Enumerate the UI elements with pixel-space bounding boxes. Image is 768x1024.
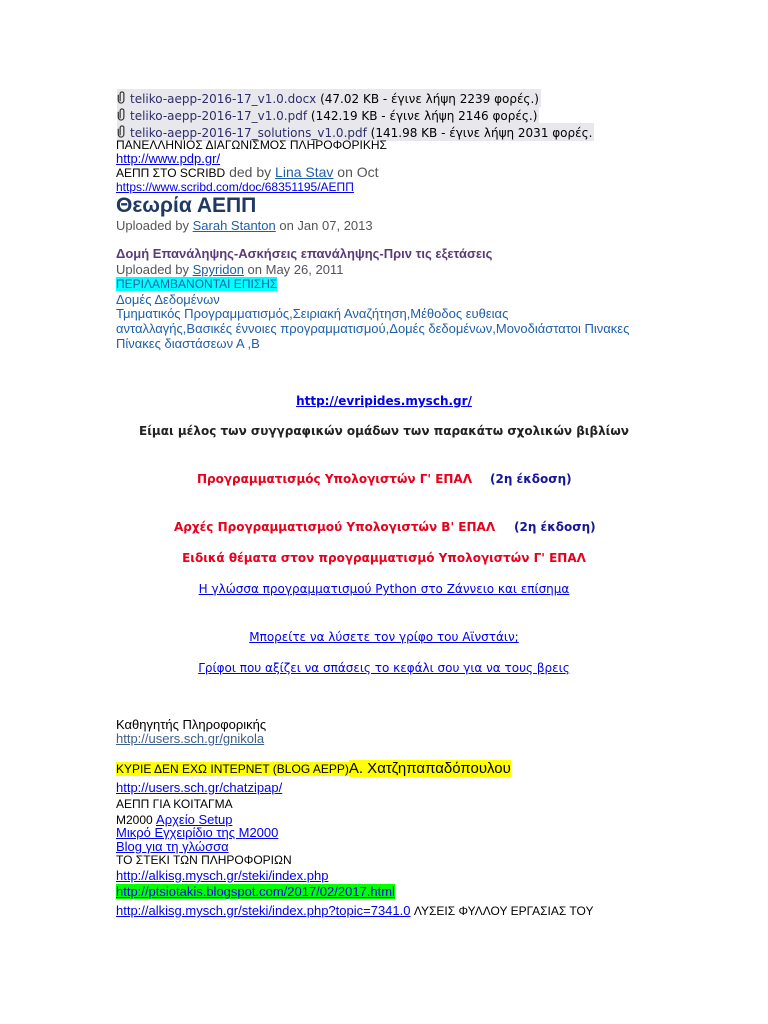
uploaded-by-label: Uploaded by	[116, 218, 193, 233]
teacher-url[interactable]: http://users.sch.gr/gnikola	[116, 731, 265, 746]
attachment-link[interactable]: teliko-aepp-2016-17_solutions_v1.0.pdf	[130, 126, 367, 140]
paperclip-icon	[117, 91, 127, 104]
chatzip-label: ΚΥΡΙΕ ΔΕΝ ΕΧΩ ΙΝΤΕΡΝΕΤ (BLOG AEPP)	[116, 762, 349, 776]
contest-title: ΠΑΝΕΛΛΗΝΙΟΣ ΔΙΑΓΩΝΙΣΜΟΣ ΠΛΗΡΟΦΟΡΙΚΗΣ	[116, 138, 387, 152]
steki-topic-line	[116, 902, 593, 920]
member-text: Είμαι μέλος των συγγραφικών ομάδων των παρακάτω σχολικών βιβλίων	[139, 424, 629, 438]
book-line	[197, 472, 472, 486]
scribd-url[interactable]: https://www.scribd.com/doc/68351195/ΑΕΠΠ	[116, 180, 354, 194]
teacher-title: Καθηγητής Πληροφορικής	[116, 717, 267, 732]
book-title: Προγραμματισμός Υπολογιστών Γ' ΕΠΑΛ	[197, 472, 473, 486]
upload-date: on Jan 07, 2013	[275, 218, 373, 233]
theory-title[interactable]: Θεωρία ΑΕΠΠ	[116, 194, 257, 217]
uploaded-by-label: Uploaded by	[116, 262, 193, 277]
steki-topic-suffix: ΛΥΣΕΙΣ ΦΥΛΛΟΥ ΕΡΓΑΣΙΑΣ ΤΟΥ	[410, 904, 594, 918]
topics-line: Τμηματικός Προγραμματισμός,Σειριακή Αναζήτηση,Μέθοδος ευθειας	[116, 306, 509, 321]
attachment-link[interactable]: teliko-aepp-2016-17_v1.0.pdf	[130, 109, 308, 123]
python-link[interactable]: Η γλώσσα προγραμματισμού Python στο Ζάννειο και επίσημα	[198, 582, 570, 596]
attachment-row	[117, 89, 541, 107]
paperclip-icon	[117, 125, 127, 138]
loops-upload-line	[116, 262, 343, 277]
blog-link[interactable]: Blog για τη γλώσσα	[116, 839, 229, 854]
topics-line: Πίνακες διαστάσεων Α ,Β	[116, 336, 260, 351]
upload-date: on May 26, 2011	[243, 262, 344, 277]
uploader-link[interactable]: Lina Stav	[275, 164, 334, 180]
attachment-row	[117, 106, 539, 124]
chatzip-url[interactable]: http://users.sch.gr/chatzipap/	[116, 780, 283, 795]
book-title: Ειδικά θέματα στον προγραμματισμό Υπολογιστών Γ' ΕΠΑΛ	[182, 551, 586, 565]
pdp-link[interactable]: http://www.pdp.gr/	[116, 151, 221, 166]
theory-upload-line	[116, 218, 373, 233]
uploaded-prefix: ded by	[225, 164, 276, 180]
topics-line: ανταλλαγής,Βασικές έννοιες προγραμματισμού,Δομές δεδομένων,Μονοδιάστατοι Πινακες	[116, 321, 630, 336]
setup-link[interactable]: Αρχείο Setup	[156, 812, 233, 827]
book-title: Αρχές Προγραμματισμού Υπολογιστών Β' ΕΠΑΛ	[174, 520, 496, 534]
attachment-info: (47.02 KB - έγινε λήψη 2239 φορές.)	[320, 92, 539, 106]
steki-link[interactable]: http://alkisg.mysch.gr/steki/index.php	[116, 868, 329, 883]
steki-title: ΤΟ ΣΤΕΚΙ ΤΩΝ ΠΛΗΡΟΦΟΡΙΩΝ	[116, 853, 292, 867]
book-edition: (2η έκδοση)	[514, 520, 596, 534]
book-edition: (2η έκδοση)	[490, 472, 572, 486]
uploader-link[interactable]: Sarah Stanton	[192, 218, 276, 233]
uploader-link[interactable]: Spyridon	[192, 262, 244, 277]
loops-title[interactable]: Δομή Επανάληψης-Ασκήσεις επανάληψης-Πριν τις εξετάσεις	[116, 246, 493, 261]
chatzip-line	[116, 760, 511, 778]
scribd-label: ΑΕΠΠ ΣΤΟ SCRIBD	[116, 166, 226, 180]
riddles-link[interactable]: Γρίφοι που αξίζει να σπάσεις το κεφάλι σου για να τους βρεις	[198, 661, 570, 675]
ptsiotakis-link[interactable]: http://ptsiotakis.blogspot.com/2017/02/2017.html	[116, 884, 395, 899]
steki-topic-link[interactable]: http://alkisg.mysch.gr/steki/index.php?topic=7341.0	[116, 903, 411, 918]
m2000-title: ΑΕΠΠ ΓΙΑ ΚΟΙΤΑΓΜΑ	[116, 797, 233, 811]
includes-label: ΠΕΡΙΛΑΜΒΑΝΟΝΤΑΙ ΕΠΙΣΗΣ	[116, 277, 278, 291]
einstein-link[interactable]: Μπορείτε να λύσετε τον γρίφο του Αϊνστάιν;	[249, 630, 519, 644]
m2000-label: M2000	[116, 813, 157, 827]
chatzip-name: Α. Χατζηπαπαδόπουλου	[348, 760, 511, 777]
paperclip-icon	[117, 108, 127, 121]
attachment-link[interactable]: teliko-aepp-2016-17_v1.0.docx	[130, 92, 317, 106]
book-line	[174, 520, 495, 534]
manual-link[interactable]: Μικρό Εγχειρίδιο της Μ2000	[116, 825, 279, 840]
attachment-info: (142.19 KB - έγινε λήψη 2146 φορές.)	[310, 109, 538, 123]
attachment-info: (141.98 KB - έγινε λήψη 2031 φορές.	[370, 126, 593, 140]
evripides-link[interactable]: http://evripides.mysch.gr/	[296, 394, 472, 408]
uploaded-suffix: on Oct	[333, 164, 379, 180]
topics-line: Δομές Δεδομένων	[116, 292, 220, 307]
